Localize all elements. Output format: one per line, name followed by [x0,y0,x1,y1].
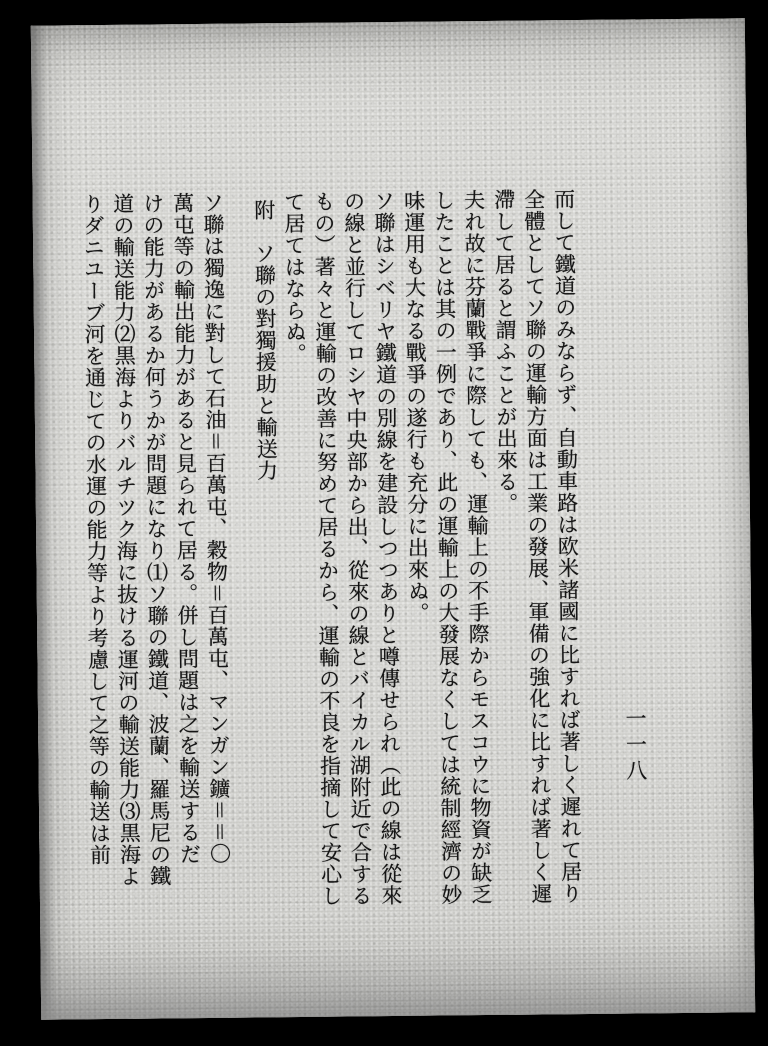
text-line: 道の輸送能力⑵黒海よりバルチツク海に抜ける運河の輸送能力⑶黒海よ [110,192,142,888]
text-line: 而して鐵道のみならず、自動車路は欧米諸國に比すれば著しく遲れて居り [551,188,584,905]
page-number: 一一八 [622,707,648,786]
page-edge-shadow [31,26,55,1020]
text-line: 全體としてソ聯の運輸方面は工業の發展、軍備の強化に比すれば著しく遲 [521,188,554,905]
text-line: ソ聯は獨逸に對して石油＝百萬屯、穀物＝百萬屯、マンガン鑛＝＝〇 [200,191,232,865]
section-heading: 附 ソ聯の對獨援助と輸送力 [251,199,279,482]
text-line: の線と並行してロシヤ中央部から出、從來の線とバイカル湖附近で合する [341,190,374,907]
text-line: もの）著々と運輸の改善に努めて居るから、運輸の不良を指摘して安心し [311,190,344,907]
vertical-text-body [78,188,587,933]
text-line: 滯して居ると謂ふことが出來る。 [491,188,519,515]
text-line: 味運用も大なる戰爭の遂行も充分に出來ぬ。 [401,189,431,624]
text-line: けの能力があるか何うかが問題になり⑴ソ聯の鐵道、波蘭、羅馬尼の鐵 [140,192,172,887]
text-line: て居てはならぬ。 [281,190,308,365]
text-line: したことは其の一例であり、此の運輸上の大發展なくしては統制經濟の妙 [431,189,464,906]
page-bottom-fade [40,942,755,1019]
text-line: ソ聯はシベリヤ鐵道の別線を建設しつつありと噂傳せられ（此の線は從來 [371,189,404,907]
paper-sheet [31,18,755,1019]
text-line: 萬屯等の輸出能力があると見られて居る。併し問題は之を輸送するだ [170,192,202,865]
text-line: りダニユーブ河を通じての水運の能力等より考慮して之等の輸送は前 [80,193,112,866]
text-line: 夫れ故に芬蘭戰爭に際しても、運輸上の不手際からモスコウに物資が缺乏 [461,189,494,906]
